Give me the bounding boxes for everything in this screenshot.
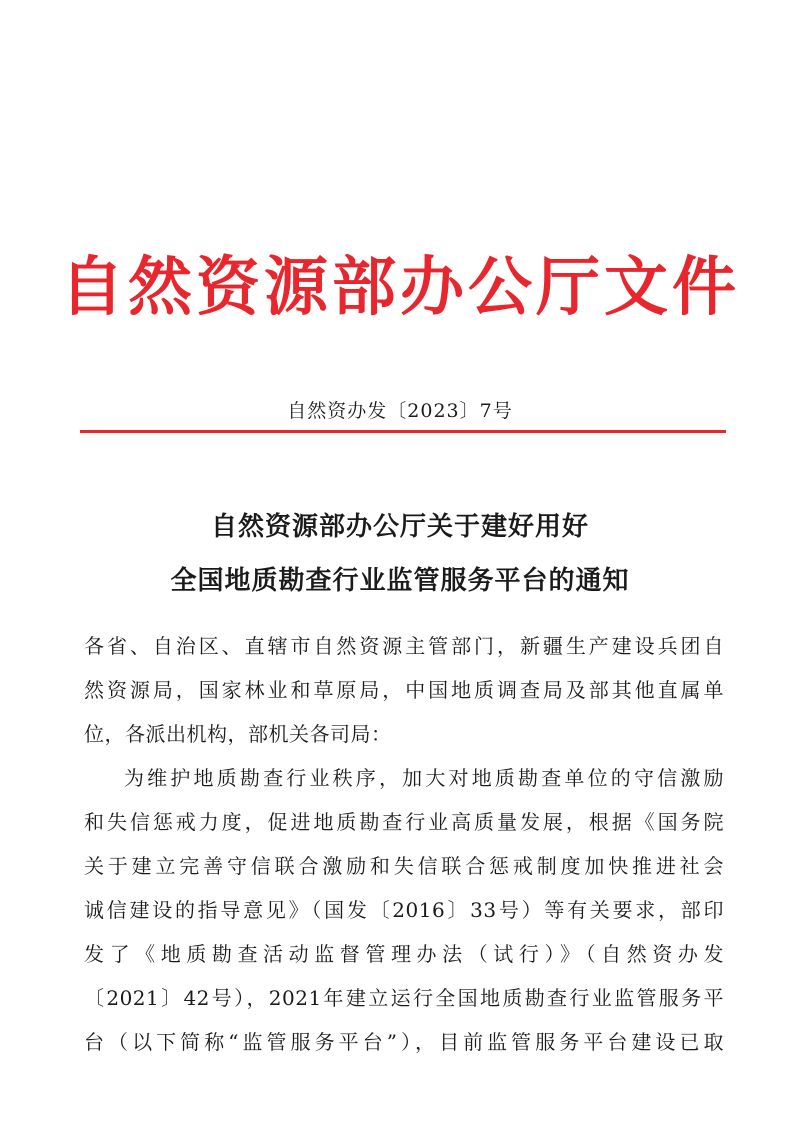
body-line: 〔2021〕42号），2021年建立运行全国地质勘查行业监管服务平 <box>84 986 724 1010</box>
addressee-block <box>84 624 724 756</box>
body-line: 发了《地质勘查活动监督管理办法（试行）》（自然资办发 <box>84 942 724 966</box>
body-line: 台（以下简称“监管服务平台”），目前监管服务平台建设已取 <box>84 1030 724 1054</box>
notice-title-line-1: 自然资源部办公厅关于建好用好 <box>210 512 589 542</box>
addressee-line: 位，各派出机构，部机关各司局： <box>84 722 392 746</box>
document-number: 自然资办发〔2023〕7号 <box>287 400 513 422</box>
notice-title-line-2: 全国地质勘查行业监管服务平台的通知 <box>170 566 630 596</box>
issuing-authority-title: 自然资源部办公厅文件 <box>60 251 740 325</box>
body-line: 关于建立完善守信联合激励和失信联合惩戒制度加快推进社会 <box>84 854 724 878</box>
body-paragraph <box>84 756 724 1064</box>
addressee-line: 各省、自治区、直辖市自然资源主管部门，新疆生产建设兵团自 <box>84 634 724 658</box>
red-separator-line <box>80 430 726 433</box>
body-line: 为维护地质勘查行业秩序，加大对地质勘查单位的守信激励 <box>124 766 724 790</box>
body-line: 诚信建设的指导意见》（国发〔2016〕33号）等有关要求，部印 <box>84 898 724 922</box>
addressee-line: 然资源局，国家林业和草原局，中国地质调查局及部其他直属单 <box>84 678 724 702</box>
body-line: 和失信惩戒力度，促进地质勘查行业高质量发展，根据《国务院 <box>84 810 724 834</box>
